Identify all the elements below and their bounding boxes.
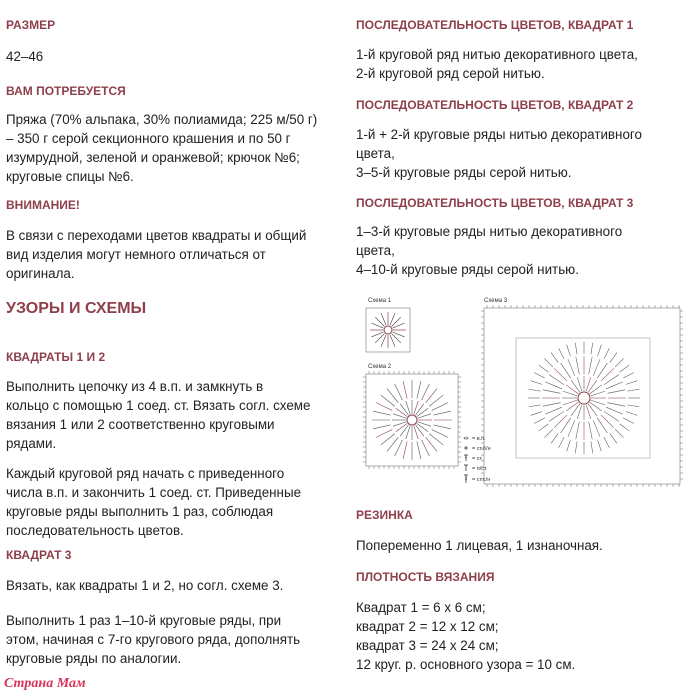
seq2-heading: ПОСЛЕДОВАТЕЛЬНОСТЬ ЦВЕТОВ, КВАДРАТ 2: [356, 98, 634, 112]
stitch-mark: [381, 434, 395, 445]
squares12-line: числа в.п. и закончить 1 соед. ст. Приведенные: [6, 485, 302, 500]
rib-heading: РЕЗИНКА: [356, 508, 413, 522]
stitch-mark: [426, 437, 437, 451]
stitch-mark: [606, 407, 623, 414]
legend-tr: = ст.с/н: [472, 477, 491, 483]
scheme3-diagram: [481, 305, 683, 487]
density-text: [356, 598, 575, 674]
legend-sc: = ст.б/н: [472, 446, 491, 452]
stitch-mark: [623, 418, 634, 423]
stitch-mark: [627, 389, 639, 391]
stitch-mark: [529, 405, 541, 407]
stitch-mark: [623, 373, 634, 378]
legend-ch: = в.п.: [472, 436, 486, 442]
square3-line: этом, начиная с 7-го кругового ряда, дополнять: [6, 632, 301, 647]
stitch-mark: [387, 437, 398, 451]
stitch-mark: [575, 441, 577, 453]
seq3-heading: ПОСЛЕДОВАТЕЛЬНОСТЬ ЦВЕТОВ, КВАДРАТ 3: [356, 196, 634, 210]
stitch-mark: [539, 424, 549, 431]
legend-dc: = ст.: [472, 456, 483, 462]
stitch-mark: [395, 384, 403, 400]
stitch-mark: [608, 403, 626, 407]
stitch-mark: [381, 395, 395, 406]
stitch-mark: [534, 373, 545, 378]
square3-text-2: [6, 611, 300, 668]
stitch-mark: [589, 357, 593, 375]
need-line: – 350 г серой секционного крашения и по 50 г: [6, 131, 291, 146]
density-line: Квадрат 1 = 6 х 6 см;: [356, 600, 486, 615]
stitch-mark: [422, 440, 430, 456]
stitch-mark: [604, 348, 609, 359]
attention-text: [6, 226, 306, 283]
stitch-mark: [529, 389, 541, 391]
density-heading: ПЛОТНОСТЬ ВЯЗАНИЯ: [356, 570, 495, 584]
squares12-line: последовательность цветов.: [6, 523, 184, 538]
seq2-line: 3–5-й круговые ряды серой нитью.: [356, 165, 572, 180]
stitch-mark: [559, 348, 564, 359]
stitch-mark: [376, 403, 392, 411]
stitch-mark: [373, 425, 391, 429]
stitch-mark: [593, 359, 600, 376]
stitch-mark: [591, 343, 593, 355]
stitch-mark: [568, 359, 575, 376]
squares12-line: вязания 1 или 2 соответственно круговыми: [6, 417, 275, 432]
squares12-line: Каждый круговой ряд начать с приведенного: [6, 466, 285, 481]
square3-text-1: Вязать, как квадраты 1 и 2, но согл. схеме 3.: [6, 578, 284, 593]
crochet-diagrams: [356, 294, 686, 490]
seq1-line: 2-й круговой ряд серой нитью.: [356, 66, 545, 81]
stitch-mark: [432, 403, 448, 411]
scheme1-diagram: [366, 308, 410, 352]
stitch-mark: [551, 353, 558, 363]
stitch-mark: [534, 418, 545, 423]
stitch-mark: [395, 440, 403, 456]
stitch-mark: [551, 434, 558, 444]
need-line: изумрудной, зеленой и оранжевой; крючок №6;: [6, 150, 300, 165]
square3-heading: КВАДРАТ 3: [6, 548, 72, 562]
stitch-mark: [531, 412, 542, 416]
stitch-mark: [545, 407, 562, 414]
stitch-mark: [620, 424, 630, 431]
stitch-mark: [433, 411, 451, 415]
squares12-line: круговые ряды выполнить 1 раз, соблюдая: [6, 504, 274, 519]
stitch-mark: [539, 365, 549, 372]
stitch-mark: [568, 420, 575, 437]
stitch-mark: [606, 382, 623, 389]
stitch-mark: [429, 434, 443, 445]
stitch-mark: [575, 343, 577, 355]
seq3-line: цвета,: [356, 243, 395, 258]
stitch-mark: [544, 358, 552, 366]
need-line: круговые спицы №6.: [6, 169, 134, 184]
squares12-text-2: [6, 464, 301, 540]
stitch-mark: [531, 381, 542, 385]
stitch-mark: [429, 395, 443, 406]
stitch-mark: [417, 381, 421, 399]
scheme3-label: Схема 3: [484, 298, 508, 304]
stitch-mark: [567, 345, 571, 356]
stitch-mark: [403, 381, 407, 399]
need-text: [6, 110, 317, 186]
stitch-mark: [626, 412, 637, 416]
stitch-mark: [543, 403, 561, 407]
stitch-mark: [376, 430, 392, 438]
scheme1-label: Схема 1: [368, 298, 392, 304]
density-line: 12 круг. р. основного узора = 10 см.: [356, 657, 576, 672]
stitch-mark: [620, 365, 630, 372]
seq2-text: [356, 125, 642, 182]
watermark: Страна Мам: [4, 676, 86, 691]
stitch-mark: [593, 420, 600, 437]
stitch-mark: [387, 389, 398, 403]
seq2-line: цвета,: [356, 146, 395, 161]
seq1-line: 1-й круговой ряд нитью декоративного цвета,: [356, 47, 638, 62]
patterns-heading: УЗОРЫ И СХЕМЫ: [6, 300, 147, 317]
legend-hdc: = п/ст.: [472, 466, 488, 472]
seq3-line: 4–10-й круговые ряды серой нитью.: [356, 262, 579, 277]
stitch-mark: [433, 425, 451, 429]
square3-line: круговые ряды по аналогии.: [6, 651, 182, 666]
stitch-mark: [432, 430, 448, 438]
squares12-text-1: [6, 377, 310, 453]
stitch-mark: [576, 357, 580, 375]
seq1-heading: ПОСЛЕДОВАТЕЛЬНОСТЬ ЦВЕТОВ, КВАДРАТ 1: [356, 18, 634, 32]
scheme2-diagram: [363, 371, 461, 469]
stitch-mark: [417, 441, 421, 459]
square3-line: Выполнить 1 раз 1–10-й круговые ряды, при: [6, 613, 282, 628]
squares12-line: кольцо с помощью 1 соед. ст. Вязать согл. схеме: [6, 398, 311, 413]
stitch-mark: [589, 422, 593, 440]
squares12-line: Выполнить цепочку из 4 в.п. и замкнуть в: [6, 379, 264, 394]
stitch-mark: [627, 405, 639, 407]
stitch-mark: [604, 437, 609, 448]
seq3-text: [356, 222, 622, 279]
stitch-mark: [610, 353, 617, 363]
attention-line: оригинала.: [6, 266, 75, 281]
rib-text: Попеременно 1 лицевая, 1 изнаночная.: [356, 538, 603, 553]
stitch-mark: [403, 441, 407, 459]
stitch-mark: [626, 381, 637, 385]
stitch-mark: [567, 440, 571, 451]
stitch-mark: [373, 411, 391, 415]
density-line: квадрат 2 = 12 х 12 см;: [356, 619, 499, 634]
seq2-line: 1-й + 2-й круговые ряды нитью декоративного: [356, 127, 642, 142]
need-heading: ВАМ ПОТРЕБУЕТСЯ: [6, 84, 126, 98]
need-line: Пряжа (70% альпака, 30% полиамида; 225 м/50 г): [6, 112, 318, 127]
attention-line: В связи с переходами цветов квадраты и общий: [6, 228, 307, 243]
stitch-mark: [608, 390, 626, 394]
attention-heading: ВНИМАНИЕ!: [6, 198, 80, 212]
stitch-mark: [559, 437, 564, 448]
size-heading: РАЗМЕР: [6, 18, 56, 32]
stitch-mark: [598, 345, 602, 356]
seq1-text: [356, 45, 638, 83]
symbol-legend: [464, 436, 491, 483]
scheme2-label: Схема 2: [368, 364, 392, 370]
stitch-mark: [426, 389, 437, 403]
stitch-mark: [591, 441, 593, 453]
stitch-mark: [422, 384, 430, 400]
stitch-mark: [545, 382, 562, 389]
squares12-heading: КВАДРАТЫ 1 И 2: [6, 350, 106, 364]
stitch-mark: [543, 390, 561, 394]
attention-line: вид изделия могут немного отличаться от: [6, 247, 266, 262]
stitch-mark: [615, 429, 623, 437]
squares12-line: рядами.: [6, 436, 57, 451]
stitch-mark: [610, 434, 617, 444]
density-line: квадрат 3 = 24 х 24 см;: [356, 638, 499, 653]
stitch-mark: [576, 422, 580, 440]
stitch-mark: [615, 358, 623, 366]
stitch-mark: [544, 429, 552, 437]
size-value: 42–46: [6, 49, 44, 64]
seq3-line: 1–3-й круговые ряды нитью декоративного: [356, 224, 623, 239]
stitch-mark: [598, 440, 602, 451]
